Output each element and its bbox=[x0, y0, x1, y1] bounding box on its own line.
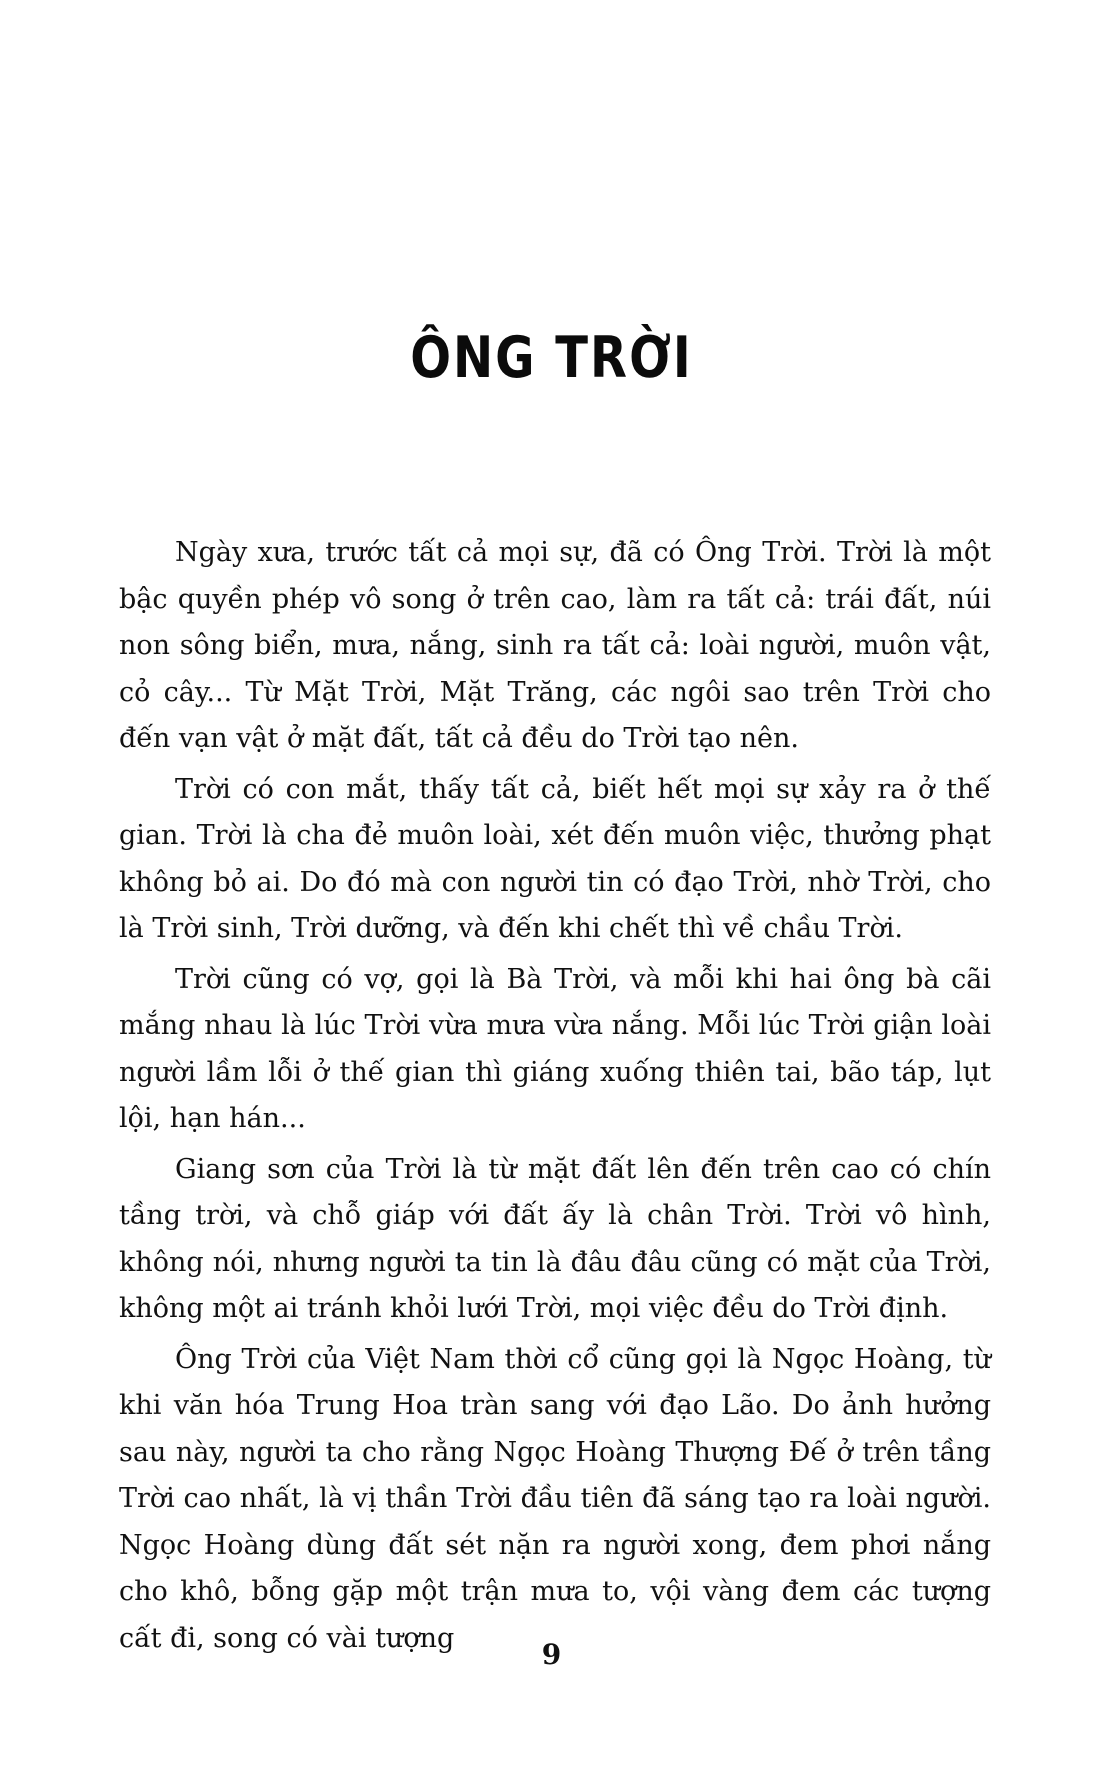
body-text bbox=[119, 530, 991, 1666]
paragraph-4: Giang sơn của Trời là từ mặt đất lên đến trên cao có chín tầng trời, và chỗ giáp với đất ấy là chân Trời. Trời vô hình, không nói, nhưng người ta tin là đâu đâu cũng có mặt của Trời, không một ai tránh khỏi lưới Trời, mọi việc đều do Trời định. bbox=[119, 1153, 991, 1324]
paragraph-1: Ngày xưa, trước tất cả mọi sự, đã có Ông Trời. Trời là một bậc quyền phép vô song ở trên cao, làm ra tất cả: trái đất, núi non sông biển, mưa, nắng, sinh ra tất cả: loài người, muôn vật, cỏ cây... Từ Mặt Trời, Mặt Trăng, các ngôi sao trên Trời cho đến vạn vật ở mặt đất, tất cả đều do Trời tạo nên. bbox=[119, 537, 991, 754]
paragraph-5: Ông Trời của Việt Nam thời cổ cũng gọi là Ngọc Hoàng, từ khi văn hóa Trung Hoa tràn sang với đạo Lão. Do ảnh hưởng sau này, người ta cho rằng Ngọc Hoàng Thượng Đế ở trên tầng Trời cao nhất, là vị thần Trời đầu tiên đã sáng tạo ra loài người. Ngọc Hoàng dùng đất sét nặn ra người xong, đem phơi nắng cho khô, bỗng gặp một trận mưa to, vội vàng đem các tượng cất đi, song có vài tượng bbox=[119, 1343, 991, 1654]
paragraph-2: Trời có con mắt, thấy tất cả, biết hết mọi sự xảy ra ở thế gian. Trời là cha đẻ muôn loài, xét đến muôn việc, thưởng phạt không bỏ ai. Do đó mà con người tin có đạo Trời, nhờ Trời, cho là Trời sinh, Trời dưỡng, và đến khi chết thì về chầu Trời. bbox=[119, 773, 991, 944]
paragraph-3: Trời cũng có vợ, gọi là Bà Trời, và mỗi khi hai ông bà cãi mắng nhau là lúc Trời vừa mưa vừa nắng. Mỗi lúc Trời giận loài người lầm lỗi ở thế gian thì giáng xuống thiên tai, bão táp, lụt lội, hạn hán... bbox=[119, 963, 991, 1134]
chapter-title: ÔNG TRỜI bbox=[410, 324, 693, 392]
page-number: 9 bbox=[541, 1638, 562, 1671]
